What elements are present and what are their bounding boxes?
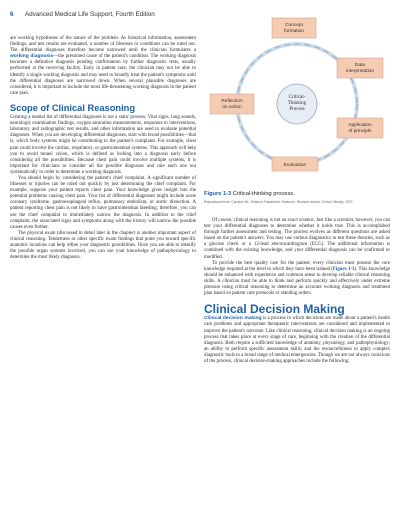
right-paragraph-2: To provide the best quality care for the patient, every clinician must possess the core knowledge required at the level to which they have been trained (Figure 1-3). This knowledge should be enhanced with experience and common sense to develop reliable clinical reasoning skills. A clinician must be able to think and perform quickly and effectively under extreme pressure using critical reasoning to determine an accurate working diagnosis and treatment plan based on patient care protocols or standing orders. [204, 260, 390, 297]
svg-text:Data: Data [354, 63, 366, 68]
figure-caption [204, 191, 394, 204]
center-label-2: Thinking [287, 101, 307, 106]
running-title: Advanced Medical Life Support, Fourth Edition [24, 11, 155, 18]
left-column [10, 36, 196, 261]
svg-text:interpretation: interpretation [346, 69, 374, 74]
page-header [10, 11, 155, 18]
critical-thinking-figure [204, 12, 394, 192]
page-number: 6 [10, 11, 14, 18]
svg-text:Application: Application [348, 123, 372, 128]
right-column [204, 218, 390, 365]
heading-scope-clinical-reasoning: Scope of Clinical Reasoning [10, 102, 136, 113]
term-working-diagnosis: working diagnosis [10, 54, 54, 60]
figure-label: Figure 1-3 [204, 191, 232, 197]
node-concept-formation [272, 18, 316, 38]
left-paragraph-2: Creating a mental list of differential diagnoses is not a static process. Vital signs, lung sounds, neurologic examination findings, oxygen saturation measurements, responses to interventions, laboratory and radiographic test results, and other information are used to evaluate potential diagnoses. When you are developing differential diagnoses, start with broad possibilities—that is, which body systems might be contributing to the patient's complaint. For example, chest pain could involve the cardiac, respiratory, or gastrointestinal systems. This approach will help you to avoid tunnel vision, which is defined as locking into a diagnosis early before considering all the possibilities. Because chest pain could involve multiple systems, it is important for clinicians to consider all the possible diagnoses and rule each one out systematically in order to determine a working diagnosis. [10, 115, 196, 175]
svg-text:Evaluation: Evaluation [283, 163, 307, 168]
svg-text:Reflection: Reflection [221, 99, 243, 104]
heading-clinical-decision-making: Clinical Decision Making [204, 302, 345, 317]
node-evaluation [272, 157, 318, 171]
node-data-interpretation [337, 58, 383, 78]
term-clinical-decision-making: Clinical decision making [204, 316, 262, 322]
node-application-of-principle [337, 118, 383, 138]
figure-reference-link[interactable]: Figure 1-3 [332, 266, 355, 272]
left-paragraph-1: are working hypotheses of the nature of the problem. As historical information, assessment findings, and test results are evaluated, a number of illnesses or conditions can be ruled out. The differential diagnoses therefore become narrowed until the clinician formulates a working diagnosis—the presumed cause of the patient's condition. The working diagnosis becomes a definitive diagnosis pending confirmation by further diagnostic tests, usually performed at the receiving facility. Early in patient care, the clinician may not be able to identify a single working diagnosis and may need to broadly treat the patient's symptoms until the differential diagnoses are narrowed down. When several plausible diagnoses are considered, it is important to include the most life-threatening working diagnosis in the patient care plan. [10, 36, 197, 96]
node-reflection-on-action [210, 94, 254, 114]
svg-text:on action: on action [222, 105, 242, 110]
figure-caption-text: Critical-thinking process. [232, 191, 295, 197]
center-label-1: Critical- [288, 95, 306, 100]
right-paragraph-1: Of course, clinical reasoning is not an exact science. Just like a scientist, however, you can test your differential diagnoses to determine whether it holds true. This is accomplished through further assessment and testing. The process evolves as different questions are asked based on the patient's answers. You may use various diagnostics to test these theories, such as a glucose check or a 12-lead electrocardiogram (ECG). The additional information is combined with the existing knowledge, and your differential diagnosis can be confirmed or modified. [204, 218, 390, 260]
left-paragraph-4: The physical exam (discussed in detail later in the chapter) is another important aspect of clinical reasoning. Tenderness or other specific exam findings that point you toward specific anatomic locations can help refine your diagnostic possibilities. Once you are able to identify the possible organ systems involved, you can use your knowledge of pathophysiology to determine the most likely diagnosis. [10, 230, 196, 261]
right-paragraph-3: Clinical decision making is a process in which decisions are made about a patient's health care problems and appropriate therapeutic interventions are considered and implemented to improve the patient's outcome. Like clinical reasoning, clinical decision making is an ongoing process that takes place at every stage of care, beginning with the creation of the differential diagnosis. Both require a sufficient knowledge of anatomy, physiology, and pathophysiology; an ability to perform specific assessment skills; and the resourcefulness to apply complex diagnostic tools to a broad range of medical emergencies. Though we are not always conscious of the process, clinical decision-making approaches include the following: [204, 316, 390, 364]
svg-text:Concept: Concept [285, 23, 303, 28]
svg-text:formation: formation [284, 29, 304, 34]
svg-text:of principle: of principle [348, 129, 372, 134]
center-label-3: Process [289, 107, 305, 112]
left-paragraph-3: You should begin by considering the patient's chief complaint. A significant number of illnesses or injuries can be ruled out quickly by just determining the chief complaint. For example, suppose your patient reports chest pain. Your knowledge gives insight into the potential problems causing chest pain. Your list of differential diagnoses might include acute coronary syndrome, gastroesophageal reflux, pulmonary embolism, or aortic dissection. A patient reporting chest pain is not likely to have gastrointestinal bleeding; therefore, you can use the chief complaint to immediately narrow the diagnosis. In addition to the chief complaint, the associated signs and symptoms along with the history will narrow the possible causes even further. [10, 175, 196, 230]
figure-credit: Reproduced from Caroline NL: Mosby's Paramedic Textbook, Revised reprint. Oxford, Mosby, 2007. [204, 200, 354, 204]
